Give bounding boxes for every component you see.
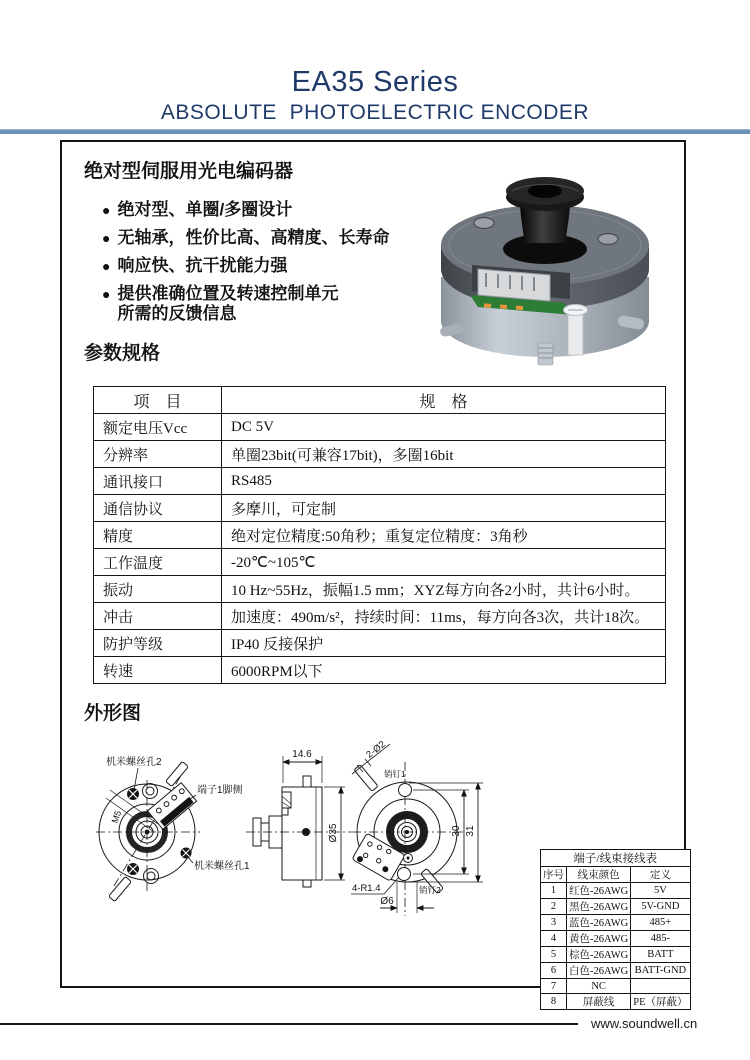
setscrew-hole-icon	[127, 788, 139, 800]
column-header: 项 目	[94, 387, 222, 414]
table-row	[541, 899, 691, 915]
dim-dia35: Ø35	[328, 823, 339, 843]
column-header: 定义	[631, 867, 690, 883]
table-row	[541, 931, 691, 947]
label-m5: M5	[109, 809, 124, 825]
column-header: 序号	[541, 867, 567, 883]
spec-item: 振动	[94, 576, 222, 603]
wire-no: 8	[541, 994, 567, 1010]
spec-value: 10 Hz~55Hz，振幅1.5 mm；XYZ每方向各2小时，共计6小时。	[222, 576, 666, 603]
spec-item: 精度	[94, 522, 222, 549]
dim-14-6: 14.6	[292, 749, 312, 760]
spec-item: 冲击	[94, 603, 222, 630]
section-title-outline: 外形图	[84, 703, 142, 724]
bullet-icon: ●	[102, 230, 111, 246]
table-row	[94, 549, 666, 576]
spec-item: 分辨率	[94, 441, 222, 468]
header-rule	[0, 129, 750, 134]
spec-table	[93, 386, 666, 684]
pin-outline	[109, 876, 132, 901]
wire-def: 485-	[631, 931, 690, 947]
side-view-drawing	[246, 749, 352, 887]
table-row	[94, 495, 666, 522]
spec-value: 多摩川，可定制	[222, 495, 666, 522]
spec-value: DC 5V	[222, 414, 666, 441]
feature-text: 绝对型、单圈/多圈设计	[117, 200, 293, 219]
bullet-icon: ●	[102, 202, 111, 218]
feature-text: 响应快、抗干扰能力强	[117, 256, 288, 275]
dim-4r14: 4-R1.4	[352, 883, 381, 894]
connector-outline	[147, 783, 196, 830]
table-row	[94, 414, 666, 441]
wire-def: BATT-GND	[631, 963, 690, 979]
table-row	[94, 522, 666, 549]
setscrew-hole-icon	[181, 848, 192, 859]
wire-def	[631, 979, 690, 994]
wire-color: 棕色-26AWG	[567, 947, 631, 963]
wire-table-title-row	[541, 850, 691, 867]
wire-color: 屏蔽线	[567, 994, 631, 1010]
list-item	[102, 284, 389, 324]
wire-no: 6	[541, 963, 567, 979]
spec-value: IP40 反接保护	[222, 630, 666, 657]
label-screw-hole-1: 机米螺丝孔1	[194, 861, 250, 872]
wire-color: 红色-26AWG	[567, 883, 631, 899]
column-header: 线束颜色	[567, 867, 631, 883]
spec-item: 工作温度	[94, 549, 222, 576]
wire-color: 黑色-26AWG	[567, 899, 631, 915]
table-row	[541, 915, 691, 931]
wire-no: 7	[541, 979, 567, 994]
list-item	[102, 200, 389, 220]
section-title-params: 参数规格	[84, 343, 161, 364]
table-row	[541, 963, 691, 979]
table-row	[94, 657, 666, 684]
wire-no: 5	[541, 947, 567, 963]
label-pin2: 销钉2	[419, 885, 441, 895]
wire-color: 蓝色-26AWG	[567, 915, 631, 931]
dim-31: 31	[465, 825, 476, 837]
wire-color: 白色-26AWG	[567, 963, 631, 979]
table-row	[94, 576, 666, 603]
dim-2dia2: 2-Ø2	[364, 738, 388, 761]
feature-text: 所需的反馈信息	[117, 304, 237, 323]
table-row	[541, 883, 691, 899]
label-screw-hole-2: 机米螺丝孔2	[106, 757, 162, 768]
footer-url: www.soundwell.cn	[591, 1016, 698, 1031]
table-row	[94, 603, 666, 630]
wire-def: PE（屏蔽）	[631, 994, 690, 1010]
table-row	[94, 630, 666, 657]
product-image	[422, 152, 668, 370]
spec-item: 转速	[94, 657, 222, 684]
label-terminal-side: 端子1脚侧	[197, 785, 243, 796]
feature-text: 提供准确位置及转速控制单元	[117, 284, 339, 303]
wire-table	[540, 849, 691, 1010]
wire-no: 4	[541, 931, 567, 947]
feature-text: 无轴承，性价比高、高精度、长寿命	[117, 228, 390, 247]
wire-def: 485+	[631, 915, 690, 931]
page-subtitle: ABSOLUTE PHOTOELECTRIC ENCODER	[160, 101, 590, 124]
pin-outline	[354, 765, 378, 792]
spec-item: 通信协议	[94, 495, 222, 522]
spec-item: 通讯接口	[94, 468, 222, 495]
wire-table-title: 端子/线束接线表	[541, 850, 691, 867]
dim-30: 30	[451, 825, 462, 837]
wire-def: 5V	[631, 883, 690, 899]
page-title: EA35 Series	[291, 66, 459, 98]
spec-value: -20℃~105℃	[222, 549, 666, 576]
table-row	[541, 994, 691, 1010]
content-box	[60, 140, 688, 1008]
connector	[478, 269, 550, 301]
spec-value: 单圈23bit(可兼容17bit)，多圈16bit	[222, 441, 666, 468]
front-view-drawing	[96, 755, 250, 902]
footer-rule	[0, 1023, 578, 1025]
list-item	[102, 228, 389, 248]
rear-view-drawing	[351, 739, 483, 916]
table-header-row	[541, 867, 691, 883]
spec-value: 加速度：490m/s²，持续时间：11ms，每方向各3次，共计18次。	[222, 603, 666, 630]
label-pin1: 销钉1	[384, 769, 406, 779]
list-item	[102, 256, 389, 276]
spec-value: 绝对定位精度:50角秒；重复定位精度：3角秒	[222, 522, 666, 549]
bullet-icon: ●	[102, 286, 111, 302]
column-header: 规 格	[222, 387, 666, 414]
table-row	[94, 441, 666, 468]
wire-def: BATT	[631, 947, 690, 963]
product-heading: 绝对型伺服用光电编码器	[84, 161, 294, 182]
spec-item: 防护等级	[94, 630, 222, 657]
dim-dia6: Ø6	[380, 896, 394, 907]
spec-value: RS485	[222, 468, 666, 495]
table-header-row	[94, 387, 666, 414]
wire-color: NC	[567, 979, 631, 994]
bullet-icon: ●	[102, 258, 111, 274]
wire-color: 黄色-26AWG	[567, 931, 631, 947]
wire-def: 5V-GND	[631, 899, 690, 915]
table-row	[541, 979, 691, 994]
wire-no: 3	[541, 915, 567, 931]
spec-value: 6000RPM以下	[222, 657, 666, 684]
table-row	[94, 468, 666, 495]
setscrew-hole-icon	[127, 863, 139, 875]
feature-list	[102, 200, 389, 332]
wire-no: 2	[541, 899, 567, 915]
table-row	[541, 947, 691, 963]
spec-item: 额定电压Vcc	[94, 414, 222, 441]
wire-no: 1	[541, 883, 567, 899]
